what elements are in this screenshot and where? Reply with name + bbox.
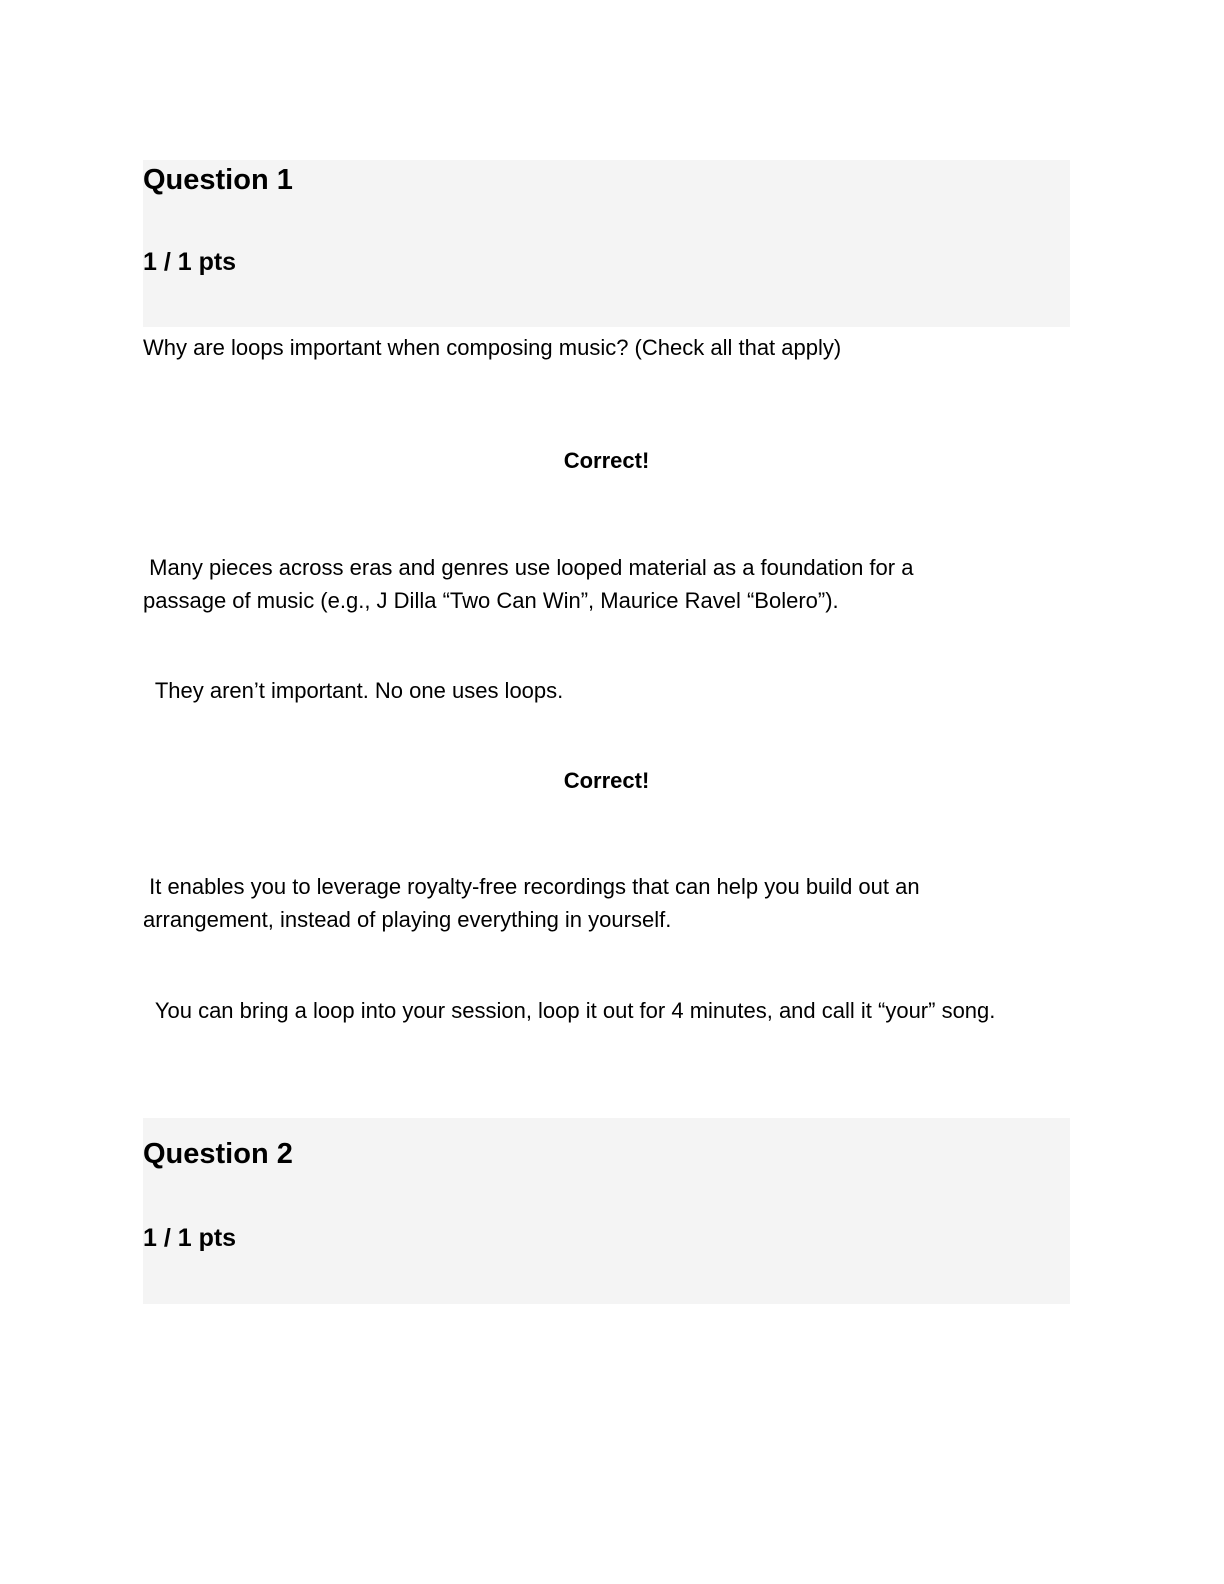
question-1-header [143,160,1070,327]
correct-label: Correct! [563,768,650,793]
question-prompt: Why are loops important when composing music? (Check all that apply) [143,335,842,360]
question-points: 1 / 1 pts [143,1224,237,1252]
answer-option-2: They aren’t important. No one uses loops. [143,678,564,703]
question-2-header [143,1118,1070,1304]
question-title: Question 2 [143,1138,293,1170]
answer-option-3-line-1: It enables you to leverage royalty-free recordings that can help you build out an [143,874,920,899]
answer-option-4: You can bring a loop into your session, loop it out for 4 minutes, and call it “your” song. [143,998,996,1023]
question-points: 1 / 1 pts [143,248,237,276]
answer-option-3-line-2: arrangement, instead of playing everything in yourself. [143,907,672,932]
question-title: Question 1 [143,164,293,196]
correct-label: Correct! [563,448,650,473]
answer-option-1-line-1: Many pieces across eras and genres use looped material as a foundation for a [143,555,914,580]
answer-option-1-line-2: passage of music (e.g., J Dilla “Two Can Win”, Maurice Ravel “Bolero”). [143,588,839,613]
